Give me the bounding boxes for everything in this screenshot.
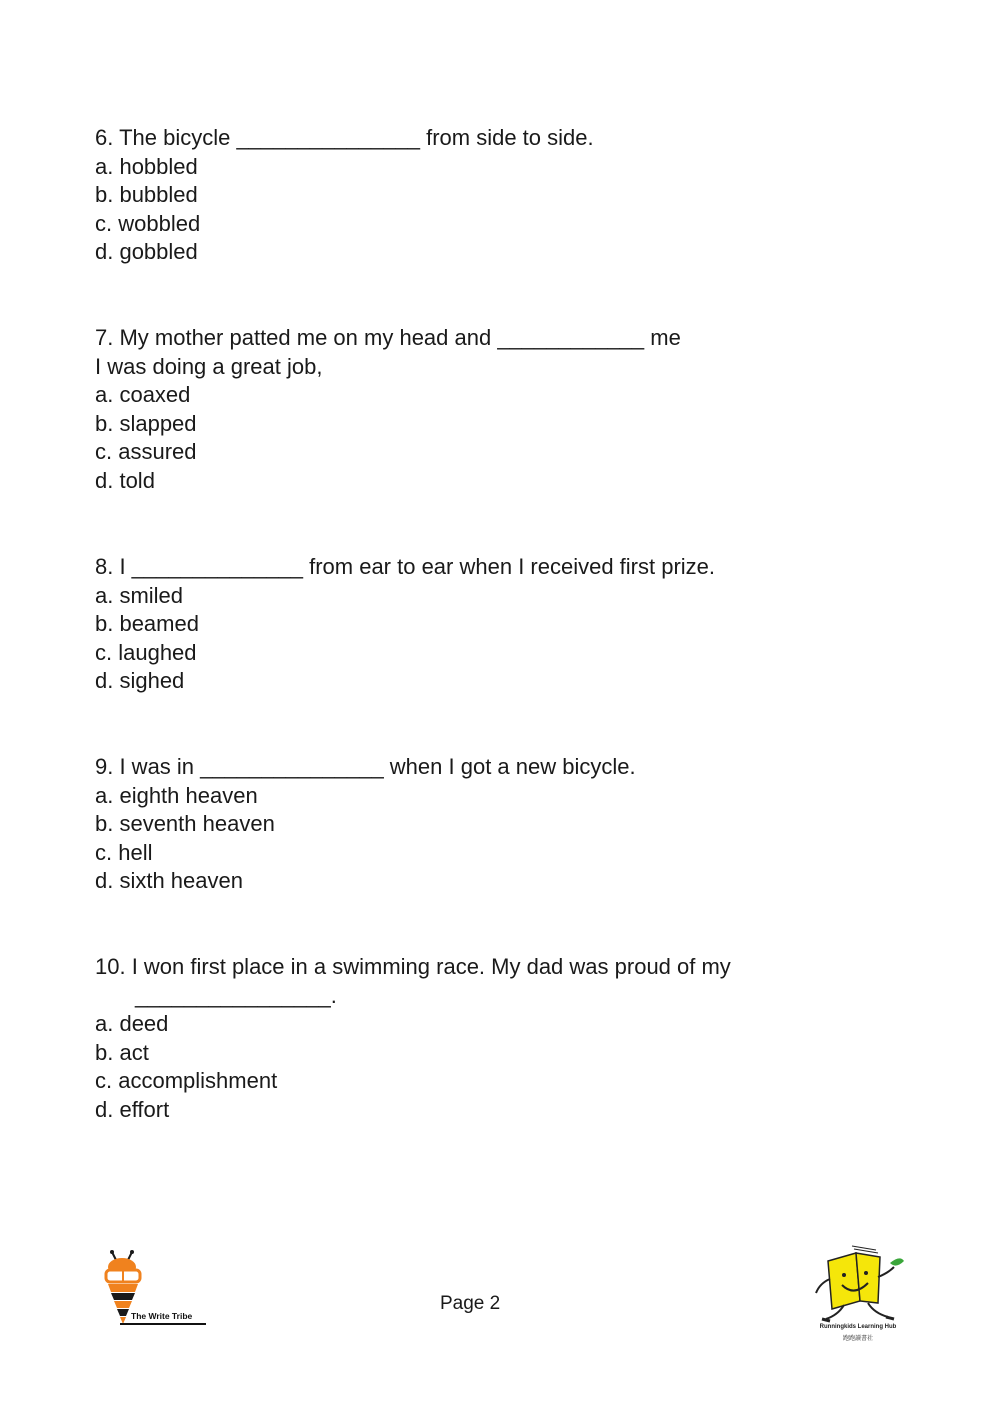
- logo-underline: [120, 1323, 206, 1325]
- question-10-option-b: b. act: [95, 1039, 149, 1065]
- question-7-option-a: a. coaxed: [95, 382, 191, 408]
- question-9-prompt: 9. I was in _______________ when I got a new bicycle.: [95, 754, 636, 779]
- question-6-option-d: d. gobbled: [95, 239, 198, 265]
- question-10-answer-blank: ________________.: [135, 982, 337, 1008]
- question-6-option-a: a. hobbled: [95, 153, 198, 179]
- question-8-option-a: a. smiled: [95, 582, 184, 608]
- question-8: [95, 553, 875, 696]
- question-9-option-a: a. eighth heaven: [95, 782, 258, 808]
- question-7-prompt: 7. My mother patted me on my head and ____________ me: [95, 325, 681, 350]
- question-7: [95, 324, 875, 496]
- question-10-option-c: c. accomplishment: [95, 1068, 278, 1094]
- question-8-option-c: c. laughed: [95, 639, 197, 665]
- question-6-option-c: c. wobbled: [95, 210, 201, 236]
- question-8-option-b: b. beamed: [95, 611, 199, 637]
- runningkids-logo-subtext: 跑跑讀書社: [842, 1336, 873, 1342]
- question-10-prompt: 10. I won first place in a swimming race. My dad was proud of my: [95, 954, 731, 979]
- runningkids-book-logo: [808, 1243, 908, 1325]
- question-7-prompt-continued: I was doing a great job,: [95, 353, 323, 379]
- question-6-option-b: b. bubbled: [95, 182, 198, 208]
- page-number: Page 2: [440, 1293, 501, 1314]
- write-tribe-logo-text: The Write Tribe: [131, 1311, 193, 1321]
- question-10: [95, 953, 875, 1125]
- question-7-option-b: b. slapped: [95, 410, 197, 436]
- question-8-option-d: d. sighed: [95, 668, 185, 694]
- runningkids-logo-text: Runningkids Learning Hub: [819, 1324, 897, 1330]
- question-9-option-d: d. sixth heaven: [95, 868, 243, 894]
- question-9-option-c: c. hell: [95, 839, 153, 865]
- question-10-option-d: d. effort: [95, 1096, 170, 1122]
- question-8-prompt: 8. I ______________ from ear to ear when I received first prize.: [95, 554, 716, 579]
- question-7-option-c: c. assured: [95, 439, 197, 465]
- question-6-prompt: 6. The bicycle _______________ from side to side.: [95, 125, 594, 150]
- question-9: [95, 753, 875, 896]
- question-6: [95, 124, 875, 267]
- question-10-option-a: a. deed: [95, 1011, 169, 1037]
- question-9-option-b: b. seventh heaven: [95, 811, 275, 837]
- question-7-option-d: d. told: [95, 467, 155, 493]
